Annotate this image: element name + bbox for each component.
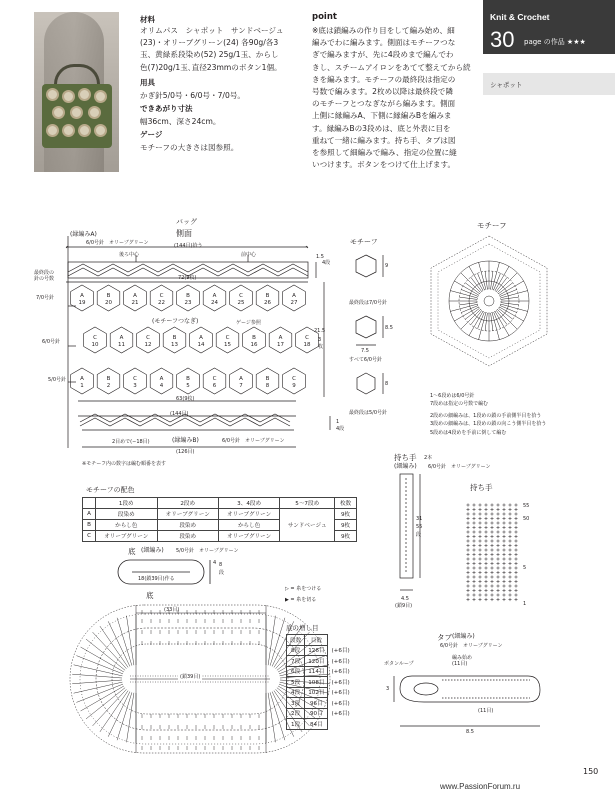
table-cell: 4段 bbox=[287, 687, 305, 698]
bottom-stitch bbox=[127, 616, 134, 666]
motif-size-6-dim: 8.5 bbox=[385, 325, 393, 331]
bottom-stitch bbox=[117, 692, 132, 740]
handle-stitch-chart bbox=[466, 503, 517, 601]
table-cell: 120目 bbox=[305, 656, 328, 667]
materials-text: オリムパス シャポット サンドベージュ (23)・オリーブグリーン(24) 各90g/各3 玉、黄緑系段染め(52) 25g/1玉、からし 色(7)20g/1玉､直径23mmのボタン1個。 bbox=[140, 26, 284, 72]
header-cell: 段数 bbox=[287, 635, 305, 646]
table-cell: 段染め bbox=[157, 520, 218, 531]
legend-cut: ▶ = 糸を切る bbox=[285, 597, 317, 603]
bottom-stitch bbox=[81, 686, 124, 711]
page-number: 150 bbox=[583, 767, 599, 776]
table-cell: C bbox=[83, 531, 96, 542]
motif-note-1: 1〜6段めは6/0号針 bbox=[430, 393, 475, 399]
table-cell: 90目 bbox=[305, 708, 328, 719]
motif-letter: A bbox=[159, 376, 164, 382]
motif-note-3: 2段めの細編みは、1段めの鎖の手前側半目を拾う bbox=[430, 413, 542, 419]
motif-letter: B bbox=[265, 293, 270, 299]
bag-title: バッグ bbox=[176, 218, 197, 226]
table-cell: B bbox=[83, 520, 96, 531]
motif-order-number: 3 bbox=[133, 383, 137, 389]
increase-table bbox=[286, 634, 354, 730]
tab-hook: 6/0号針 オリーブグリーン bbox=[440, 643, 503, 649]
motif-letter: C bbox=[159, 293, 164, 299]
edge-a-label: (縁編みA) bbox=[70, 231, 97, 238]
tab-stitches: (11目) bbox=[478, 708, 494, 714]
motif-order-number: 9 bbox=[292, 383, 296, 389]
header-cell: 1段め bbox=[96, 498, 157, 509]
motif-order-number: 10 bbox=[91, 342, 99, 348]
table-cell: 126目 bbox=[305, 645, 328, 656]
bottom-stitch bbox=[268, 616, 275, 666]
table-cell: 段染め bbox=[96, 509, 157, 520]
table-row bbox=[287, 719, 354, 730]
motif-letter: B bbox=[252, 335, 256, 341]
table-cell bbox=[328, 719, 353, 730]
bottom-hook: 5/0号針 オリーブグリーン bbox=[176, 548, 239, 554]
increase-table-header bbox=[287, 635, 354, 646]
header-cell bbox=[83, 498, 96, 509]
tab-title: タブ bbox=[437, 633, 452, 642]
gauge-ref-label: ゲージ参照 bbox=[236, 320, 261, 326]
table-cell: (+6目) bbox=[331, 648, 350, 655]
tab-width: 8.5 bbox=[466, 729, 474, 735]
motif-letter: A bbox=[199, 335, 203, 341]
motif-order-number: 12 bbox=[144, 342, 152, 348]
table-row bbox=[287, 687, 354, 698]
table-row bbox=[287, 677, 354, 688]
side-title: 側面 bbox=[176, 229, 192, 238]
bottom-stitch bbox=[270, 692, 285, 740]
motif-letter: C bbox=[225, 335, 230, 341]
bottom-stitch bbox=[270, 618, 285, 666]
handle-hook: 6/0号針 オリーブグリーン bbox=[428, 464, 491, 470]
bottom-stitch bbox=[72, 674, 122, 678]
side-height-count: 3 bbox=[318, 337, 322, 343]
table-cell: 5段 bbox=[287, 677, 305, 688]
table-cell: 8段 bbox=[287, 645, 305, 656]
table-cell: 2段 bbox=[287, 708, 305, 719]
motif-size-6-width: 7.5 bbox=[361, 348, 369, 354]
motif-letter: C bbox=[133, 376, 137, 382]
increase-table-title: 底の増し目 bbox=[286, 624, 319, 632]
table-cell: 114目 bbox=[305, 666, 328, 677]
table-cell: 102目 bbox=[305, 687, 328, 698]
motif-letter: C bbox=[305, 335, 309, 341]
tools-title: 用具 bbox=[140, 78, 155, 87]
table-cell: オリーブグリーン bbox=[218, 531, 279, 542]
page-ref-number: 30 bbox=[490, 27, 515, 52]
handle-title: 持ち手 bbox=[394, 453, 417, 462]
bottom-stitch bbox=[268, 693, 275, 743]
tab-start: 編み始め (11目) bbox=[452, 655, 473, 667]
side-height-unit: 枚 bbox=[318, 344, 324, 350]
table-cell: (+6目) bbox=[331, 679, 350, 686]
motif-letter: A bbox=[278, 335, 283, 341]
bottom-stitches: (144目) bbox=[170, 411, 189, 417]
table-cell: 6段 bbox=[287, 666, 305, 677]
handle-row-label: 55 bbox=[523, 503, 530, 509]
motif-order-number: 25 bbox=[237, 300, 245, 306]
motif-stitch bbox=[461, 310, 481, 330]
motif-size-hex-7 bbox=[356, 255, 376, 277]
bottom-dim-rows: 4段 bbox=[336, 426, 345, 432]
table-row bbox=[83, 509, 357, 520]
row-63-label: 63(9枚) bbox=[176, 396, 195, 402]
motif-letter: A bbox=[212, 293, 217, 299]
motif-order-number: 21 bbox=[131, 300, 139, 306]
header-cell: 3、4段め bbox=[218, 498, 279, 509]
table-cell: 7段 bbox=[287, 656, 305, 667]
motif-order-number: 13 bbox=[171, 342, 178, 348]
table-cell: オリーブグリーン bbox=[157, 509, 218, 520]
top-dim-cm: 1.5 bbox=[316, 254, 324, 260]
motif-size-5-label: 最終段は5/0号針 bbox=[349, 410, 388, 416]
table-row bbox=[287, 645, 354, 656]
table-cell: 1段 bbox=[287, 719, 305, 730]
table-cell: (+6目) bbox=[331, 711, 350, 718]
header-cell: 5〜7段め bbox=[280, 498, 335, 509]
table-cell: (+6目) bbox=[331, 690, 350, 697]
header-cell: 枚数 bbox=[335, 498, 357, 509]
bottom-title: 底 bbox=[128, 547, 136, 556]
motif-size-hex-5 bbox=[357, 373, 375, 394]
table-cell: からし色 bbox=[96, 520, 157, 531]
bottom-dim-unit: 段 bbox=[219, 570, 225, 576]
tab-subtitle: (細編み) bbox=[452, 633, 475, 640]
motif-order-number: 26 bbox=[264, 300, 271, 306]
front-center-label: 前中心 bbox=[241, 252, 257, 258]
table-row bbox=[287, 656, 354, 667]
handle-dim-rows: 55 bbox=[416, 524, 423, 530]
motif-letter: A bbox=[80, 293, 84, 299]
handle-width-cm: 4.5 bbox=[401, 596, 409, 602]
motif-stitch bbox=[485, 313, 487, 331]
motif-stitch bbox=[491, 271, 493, 289]
color-table bbox=[82, 497, 357, 542]
motif-order-number: 15 bbox=[224, 342, 231, 348]
handle-subtitle: (細編み) bbox=[394, 463, 417, 470]
table-cell: (+6目) bbox=[331, 658, 350, 665]
motif-note-5: 5段めは4段めを手前に倒して編む bbox=[430, 430, 507, 436]
table-cell: (+6目) bbox=[331, 700, 350, 707]
top-stitches: (144目)拾う bbox=[174, 243, 203, 249]
motif-letter: C bbox=[146, 335, 150, 341]
handle-chart-title: 持ち手 bbox=[470, 483, 493, 492]
header-cell bbox=[328, 635, 353, 646]
motif-letter: A bbox=[292, 293, 296, 299]
bottom-dim-cm: 4 bbox=[213, 560, 217, 566]
motif-order-number: 20 bbox=[105, 300, 112, 306]
motif-letter: A bbox=[80, 376, 84, 382]
series-title: Knit & Crochet bbox=[490, 12, 550, 22]
hook-5-label: 5/0号針 bbox=[48, 377, 67, 383]
table-cell: 96目 bbox=[305, 698, 328, 709]
motif-stitch bbox=[501, 303, 519, 305]
bottom-stitch bbox=[81, 647, 124, 672]
motif-size-5-dim: 8 bbox=[385, 381, 389, 387]
legend-attach: ▷ = 糸をつける bbox=[285, 586, 322, 592]
bottom-chart-top: (33目) bbox=[164, 607, 180, 613]
tools-text: かぎ針5/0号・6/0号・7/0号。 bbox=[140, 91, 246, 100]
motif-letter: A bbox=[239, 376, 243, 382]
motif-order-number: 18 bbox=[303, 342, 311, 348]
bottom-left-label: 2目めで(−18目) bbox=[112, 439, 150, 445]
motif-stitch bbox=[461, 273, 481, 293]
header-cell: 目数 bbox=[305, 635, 328, 646]
bottom-stitch bbox=[93, 632, 127, 669]
bottom-stitch bbox=[76, 656, 123, 674]
motif-size-7-label: 最終段は7/0号針 bbox=[349, 300, 388, 306]
motif-note-4: 3段めの細編みは、1段めの鎖の向こう側半目を拾う bbox=[430, 421, 547, 427]
motif-letter: C bbox=[93, 335, 97, 341]
edge-b-hook: 6/0号針 オリーブグリーン bbox=[222, 438, 285, 444]
bottom-stitch bbox=[76, 684, 123, 702]
motif-order-number: 6 bbox=[212, 383, 217, 389]
materials-title: 材料 bbox=[140, 15, 155, 24]
motif-note-2: 7段めは指定の号数で編む bbox=[430, 401, 489, 407]
top-dim-rows: 4段 bbox=[322, 260, 331, 266]
table-cell: オリーブグリーン bbox=[96, 531, 157, 542]
table-cell: 9枚 bbox=[335, 520, 357, 531]
motif-order-number: 24 bbox=[211, 300, 218, 306]
table-row bbox=[287, 708, 354, 719]
table-cell: オリーブグリーン bbox=[218, 509, 279, 520]
bottom-total: (126目) bbox=[176, 449, 195, 455]
bottom-stitch bbox=[74, 682, 123, 693]
motif-size-title: モチーフ bbox=[350, 238, 378, 246]
color-table-title: モチーフの配色 bbox=[86, 486, 135, 494]
handle-dim-unit: 段 bbox=[416, 532, 422, 538]
gauge-text: モチーフの大きさは図参照。 bbox=[140, 143, 239, 152]
motif-stitch bbox=[459, 297, 477, 299]
handle-row-label: 50 bbox=[523, 516, 530, 522]
motif-letter: B bbox=[186, 293, 190, 299]
motif-stitch-chart bbox=[431, 236, 547, 366]
motif-stitch bbox=[485, 271, 487, 289]
bottom-stitch bbox=[74, 665, 123, 676]
motif-order-number: 2 bbox=[106, 383, 111, 389]
motif-chart-title: モチーフ bbox=[477, 221, 507, 230]
motif-order-number: 22 bbox=[158, 300, 165, 306]
motif-order-number: 19 bbox=[78, 300, 86, 306]
table-cell: からし色 bbox=[218, 520, 279, 531]
motif-letter: B bbox=[172, 335, 177, 341]
motif-letter: B bbox=[265, 376, 270, 382]
bottom-stitch bbox=[127, 693, 134, 743]
table-row bbox=[287, 666, 354, 677]
motif-letter: B bbox=[186, 376, 190, 382]
page-ref-suffix: page の作品 ★★★ bbox=[524, 38, 586, 46]
point-title: point bbox=[312, 12, 337, 22]
motif-size-all-label: すべて6/0号針 bbox=[349, 357, 382, 363]
handle-row-label: 5 bbox=[523, 565, 527, 571]
motif-order-number: 16 bbox=[250, 342, 258, 348]
motif-stitch bbox=[498, 310, 518, 330]
motif-letter: B bbox=[106, 376, 111, 382]
table-cell: 108目 bbox=[305, 677, 328, 688]
motif-order-number: 7 bbox=[239, 383, 243, 389]
bottom-subtitle: (細編み) bbox=[141, 547, 164, 554]
motif-letter: B bbox=[106, 293, 111, 299]
motif-letter: C bbox=[239, 293, 243, 299]
bottom-dim-rows: 8 bbox=[219, 562, 223, 568]
motif-order-note: ※モチーフ内の数字は編む順番を表す bbox=[82, 461, 166, 467]
motif-order-number: 5 bbox=[186, 383, 190, 389]
motif-stitch bbox=[501, 297, 519, 299]
gauge-title: ゲージ bbox=[140, 130, 163, 139]
size-title: できあがり寸法 bbox=[140, 104, 193, 113]
motif-order-number: 11 bbox=[118, 342, 125, 348]
motif-letter: A bbox=[133, 293, 137, 299]
size-text: 幅36cm、深さ24cm。 bbox=[140, 117, 221, 126]
yarn-tag: シャポット bbox=[490, 81, 523, 89]
table-cell: 3段 bbox=[287, 698, 305, 709]
tab-diagram bbox=[394, 676, 540, 726]
color-table-header bbox=[83, 498, 357, 509]
table-cell: 段染め bbox=[157, 531, 218, 542]
bottom-chart-center: (鎖39目) bbox=[180, 674, 201, 680]
motif-order-number: 23 bbox=[184, 300, 192, 306]
motif-letter: C bbox=[212, 376, 217, 382]
edge-a-hook: 6/0号針 オリーブグリーン bbox=[86, 240, 149, 246]
motif-stitch bbox=[498, 273, 518, 293]
edge-b-label: (縁編みB) bbox=[172, 437, 199, 444]
handle-width-stitches: (鎖9目) bbox=[395, 603, 413, 609]
joining-label: (モチーフつなぎ) bbox=[152, 318, 199, 325]
bottom-dim-cm: 1 bbox=[336, 419, 340, 425]
motif-order-number: 17 bbox=[277, 342, 284, 348]
tab-height: 3 bbox=[386, 686, 390, 692]
motif-order-number: 4 bbox=[159, 383, 164, 389]
table-cell: サンドベージュ bbox=[280, 509, 335, 542]
motif-order-number: 8 bbox=[265, 383, 270, 389]
table-cell: 9枚 bbox=[335, 509, 357, 520]
watermark: www.PassionForum.ru bbox=[440, 782, 521, 791]
motif-size-hex-6 bbox=[356, 316, 376, 338]
table-cell: 9枚 bbox=[335, 531, 357, 542]
row-72-label: 72(9枚) bbox=[178, 275, 197, 281]
motif-letter: C bbox=[292, 376, 296, 382]
table-cell: A bbox=[83, 509, 96, 520]
table-cell: 84目 bbox=[305, 719, 328, 730]
motif-stitch bbox=[491, 313, 493, 331]
bottom-stitch bbox=[72, 680, 122, 684]
table-cell: (+6目) bbox=[331, 669, 350, 676]
hook-6-label: 6/0号針 bbox=[42, 339, 61, 345]
last-row-hook-label: 最終段の 針の号数 bbox=[34, 270, 55, 282]
bottom-chart-title: 底 bbox=[146, 591, 154, 600]
bottom-chain-label: 18(鎖39目)作る bbox=[138, 576, 175, 582]
tab-button-loop: ボタンループ bbox=[384, 661, 414, 667]
header-cell: 2段め bbox=[157, 498, 218, 509]
bottom-stitch bbox=[93, 689, 127, 726]
motif-letter: A bbox=[119, 335, 124, 341]
handle-row-label: 1 bbox=[523, 601, 527, 607]
motif-stitch bbox=[459, 303, 477, 305]
point-text: ※底は鎖編みの作り目をして編み始め、細 編みでわに編みます。側面はモチーフつな ぎで編みますが、先に4段めまで編んでわ きし、スチームアイロンをあてて整えてから続 きを編みます。モチーフの最終段は指定の 号数で編みます。2枚め以降は最終段で隣 のモチーフとつなぎながら編みます。側面 上側に縁編みA、下側に縁編みBを編みま す。縁編みBの3段めは、底と外表に目を 重ねて一緒に編みます。持ち手、タブは図 を参照して細編みで編み、指定の位置に縫 いつけます。ボタンをつけて仕上げます。 bbox=[312, 26, 471, 170]
motif-order-number: 14 bbox=[197, 342, 205, 348]
handle-dim-cm: 31 bbox=[416, 516, 423, 522]
handle-count: 2本 bbox=[424, 455, 433, 461]
motif-order-number: 27 bbox=[290, 300, 298, 306]
back-center-label: 後ろ中心 bbox=[119, 252, 140, 258]
motif-size-7-dim: 9 bbox=[385, 263, 389, 269]
table-row bbox=[287, 698, 354, 709]
bottom-stitch bbox=[117, 618, 132, 666]
motif-order-number: 1 bbox=[80, 383, 84, 389]
side-height-cm: 21.5 bbox=[314, 328, 326, 334]
hook-7-label: 7/0号針 bbox=[36, 295, 55, 301]
